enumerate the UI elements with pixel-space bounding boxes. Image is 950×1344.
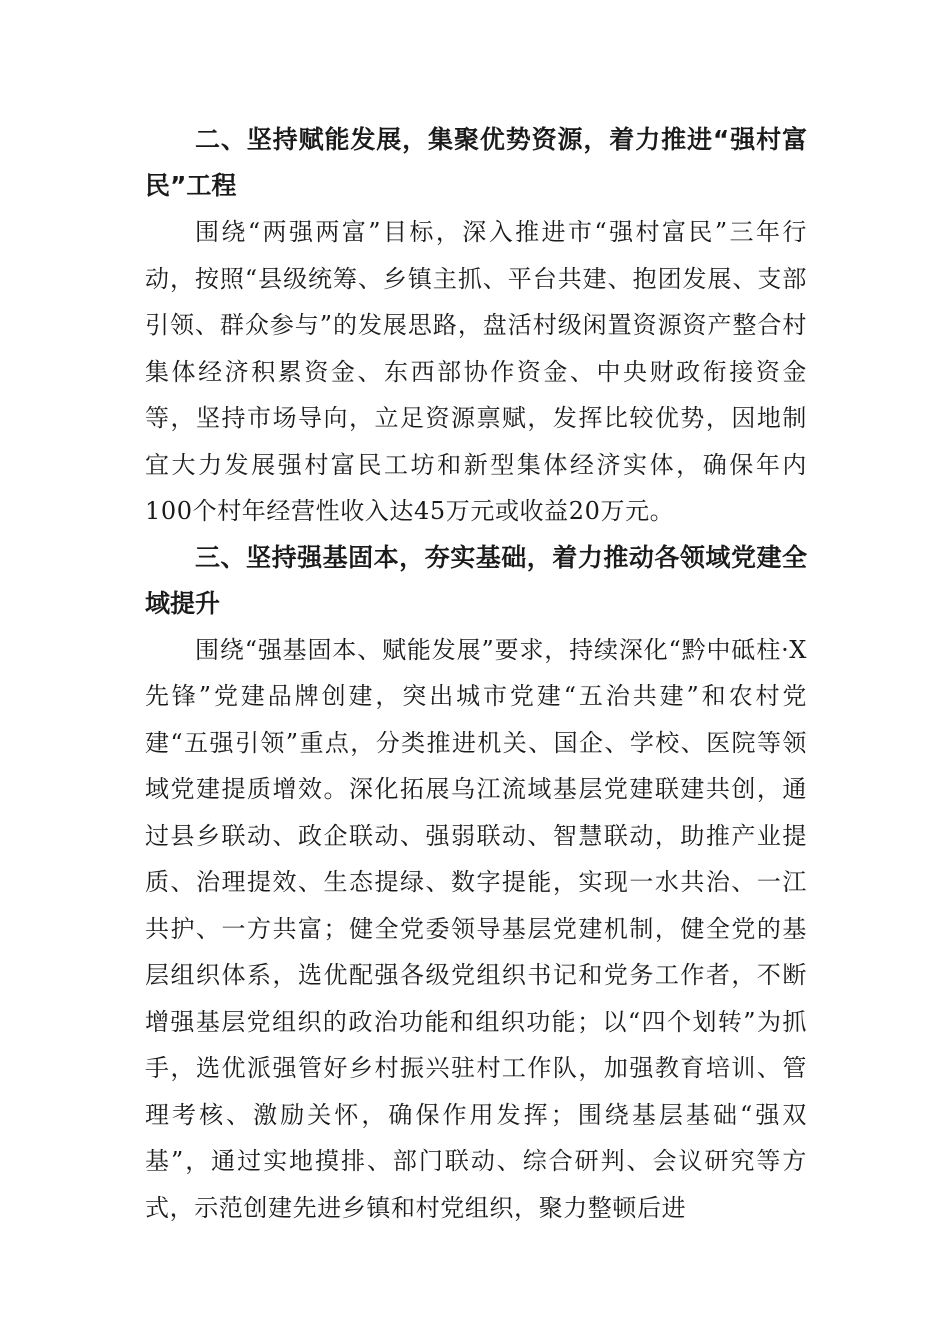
- section-heading-2: 二、坚持赋能发展，集聚优势资源，着力推进“强村富民”工程: [145, 125, 807, 200]
- section-body-2: 围绕“两强两富”目标，深入推进市“强村富民”三年行动，按照“县级统筹、乡镇主抓、平台共建、抱团发展、支部引领、群众参与”的发展思路，盘活村级闲置资源资产整合村集体经济积累资金、东西部协作资金、中央财政衔接资金等，坚持市场导向，立足资源禀赋，发挥比较优势，因地制宜大力发展强村富民工坊和新型集体经济实体，确保年内100个村年经营性收入达45万元或收益20万元。: [145, 218, 807, 525]
- section-heading-3: 三、坚持强基固本，夯实基础，着力推动各领域党建全域提升: [145, 542, 807, 618]
- document-content: [145, 117, 807, 1231]
- section-body-3: 围绕“强基固本、赋能发展”要求，持续深化“黔中砥柱·X先锋”党建品牌创建，突出城市党建“五治共建”和农村党建“五强引领”重点，分类推进机关、国企、学校、医院等领域党建提质增效。深化拓展乌江流域基层党建联建共创，通过县乡联动、政企联动、强弱联动、智慧联动，助推产业提质、治理提效、生态提绿、数字提能，实现一水共治、一江共护、一方共富；健全党委领导基层党建机制，健全党的基层组织体系，选优配强各级党组织书记和党务工作者，不断增强基层党组织的政治功能和组织功能；以“四个划转”为抓手，选优派强管好乡村振兴驻村工作队，加强教育培训、管理考核、激励关怀，确保作用发挥；围绕基层基础“强双基”，通过实地摸排、部门联动、综合研判、会议研究等方式，示范创建先进乡镇和村党组织，聚力整顿后进: [145, 635, 807, 1222]
